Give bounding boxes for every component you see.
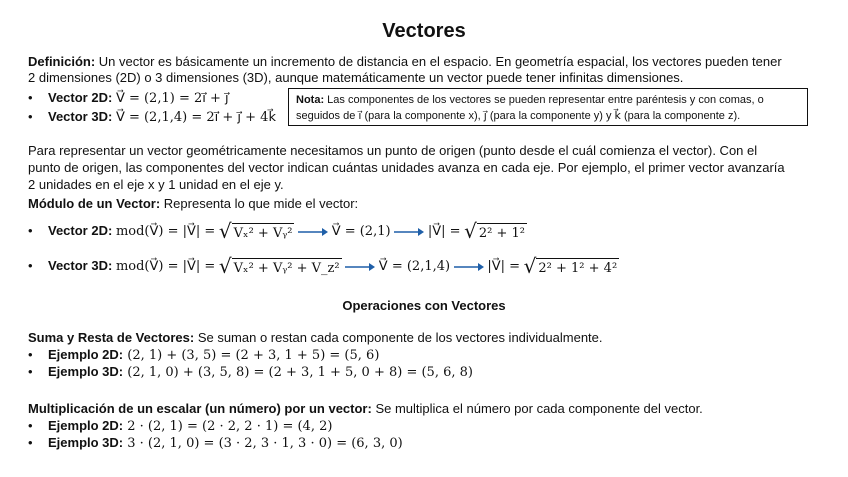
module-2d-item xyxy=(28,218,527,245)
arrow-icon xyxy=(298,227,328,237)
module-2d-result: 2² + 1² xyxy=(477,223,527,244)
mult-text: Se multiplica el número por cada componente del vector. xyxy=(371,401,703,416)
module-3d-vector: V⃗ = (2,1,4) xyxy=(378,259,451,274)
note-line-1 xyxy=(296,92,800,108)
paragraph-line-1: Para representar un vector geométricamente necesitamos un punto de origen (punto desde el cuál comienza el vector). Con el xyxy=(28,143,758,158)
sum-3d-label: Ejemplo 3D: xyxy=(48,364,124,379)
module-3d-result: 2² + 1² + 4² xyxy=(536,258,619,279)
note-box xyxy=(288,88,808,126)
module-label: Módulo de un Vector: xyxy=(28,196,161,211)
module-3d-result-sqrt: √ 2² + 1² + 4² xyxy=(523,253,618,278)
bullet: • xyxy=(28,223,33,238)
definition-label: Definición: xyxy=(28,54,96,69)
paragraph-line-2: punto de origen, las componentes del vector indican cuántas unidades avanza en cada eje. Por ejemplo, el primer vector avanzaría xyxy=(28,160,785,175)
vector-3d-expression: V⃗ = (2,1,4) = 2i⃗ + j⃗ + 4k⃗ xyxy=(115,110,276,125)
module-3d-sqrt: √ Vₓ² + Vᵧ² + V_z² xyxy=(218,253,340,278)
bullet: • xyxy=(28,364,33,379)
mult-2d-expression: 2 · (2, 1) = (2 · 2, 2 · 1) = (4, 2) xyxy=(123,419,333,434)
module-2d-lhs: mod(V⃗) = |V⃗| = xyxy=(115,224,216,239)
module-heading xyxy=(28,196,358,212)
module-text: Representa lo que mide el vector: xyxy=(160,196,359,211)
bullet: • xyxy=(28,418,33,433)
sum-2d-expression: (2, 1) + (3, 5) = (2 + 3, 1 + 5) = (5, 6) xyxy=(123,348,380,363)
definition-line-1 xyxy=(28,54,782,70)
module-2d-label: Vector 2D: xyxy=(48,223,113,238)
vector-3d-item xyxy=(28,109,276,126)
module-2d-result-sqrt: √ 2² + 1² xyxy=(464,218,525,243)
bullet: • xyxy=(28,347,33,362)
bullet: • xyxy=(28,90,33,105)
module-2d-magnitude: |V⃗| = xyxy=(427,224,461,239)
mult-3d-item xyxy=(28,435,403,452)
mult-3d-expression: 3 · (2, 1, 0) = (3 · 2, 3 · 1, 3 · 0) = (6, 3, 0) xyxy=(123,436,403,451)
page-title: Vectores xyxy=(382,20,466,42)
bullet: • xyxy=(28,435,33,450)
definition-line-2: 2 dimensiones (2D) o 3 dimensiones (3D), aunque matemáticamente un vector puede tener infinitas dimensiones. xyxy=(28,70,684,85)
sum-2d-label: Ejemplo 2D: xyxy=(48,347,124,362)
arrow-icon xyxy=(394,227,424,237)
module-3d-item xyxy=(28,253,619,280)
paragraph-line-3: 2 unidades en el eje x y 1 unidad en el eje y. xyxy=(28,177,284,192)
note-label: Nota: xyxy=(296,94,325,106)
mult-label: Multiplicación de un escalar (un número) por un vector: xyxy=(28,401,372,416)
module-3d-lhs: mod(V⃗) = |V⃗| = xyxy=(115,259,216,274)
vector-3d-label: Vector 3D: xyxy=(48,109,113,124)
bullet: • xyxy=(28,109,33,124)
sum-3d-item xyxy=(28,364,473,381)
module-2d-sqrt: √ Vₓ² + Vᵧ² xyxy=(218,218,293,243)
module-2d-radicand: Vₓ² + Vᵧ² xyxy=(232,223,295,244)
note-text-1: Las componentes de los vectores se pueden representar entre paréntesis y con comas, o xyxy=(324,94,764,106)
sum-2d-item xyxy=(28,347,379,364)
mult-2d-item xyxy=(28,418,332,435)
vector-2d-expression: V⃗ = (2,1) = 2i⃗ + j⃗ xyxy=(115,91,229,106)
note-line-2: seguidos de i⃗ (para la componente x), j⃗ (para la componente y) y k⃗ (para la componente z). xyxy=(296,110,741,122)
bullet: • xyxy=(28,258,33,273)
module-3d-label: Vector 3D: xyxy=(48,258,113,273)
module-3d-magnitude: |V⃗| = xyxy=(487,259,521,274)
module-2d-vector: V⃗ = (2,1) xyxy=(331,224,391,239)
sum-heading xyxy=(28,330,603,346)
vector-2d-label: Vector 2D: xyxy=(48,90,113,105)
definition-text-1: Un vector es básicamente un incremento de distancia en el espacio. En geometría espacial, los vectores pueden tener xyxy=(95,54,782,69)
operations-title: Operaciones con Vectores xyxy=(342,298,506,313)
sum-label: Suma y Resta de Vectores: xyxy=(28,330,195,345)
arrow-icon xyxy=(345,262,375,272)
mult-3d-label: Ejemplo 3D: xyxy=(48,435,124,450)
mult-heading xyxy=(28,401,703,417)
arrow-icon xyxy=(454,262,484,272)
sum-3d-expression: (2, 1, 0) + (3, 5, 8) = (2 + 3, 1 + 5, 0 + 8) = (5, 6, 8) xyxy=(123,365,473,380)
module-3d-radicand: Vₓ² + Vᵧ² + V_z² xyxy=(232,258,342,279)
mult-2d-label: Ejemplo 2D: xyxy=(48,418,124,433)
vector-2d-item xyxy=(28,90,229,107)
sum-text: Se suman o restan cada componente de los vectores individualmente. xyxy=(194,330,603,345)
